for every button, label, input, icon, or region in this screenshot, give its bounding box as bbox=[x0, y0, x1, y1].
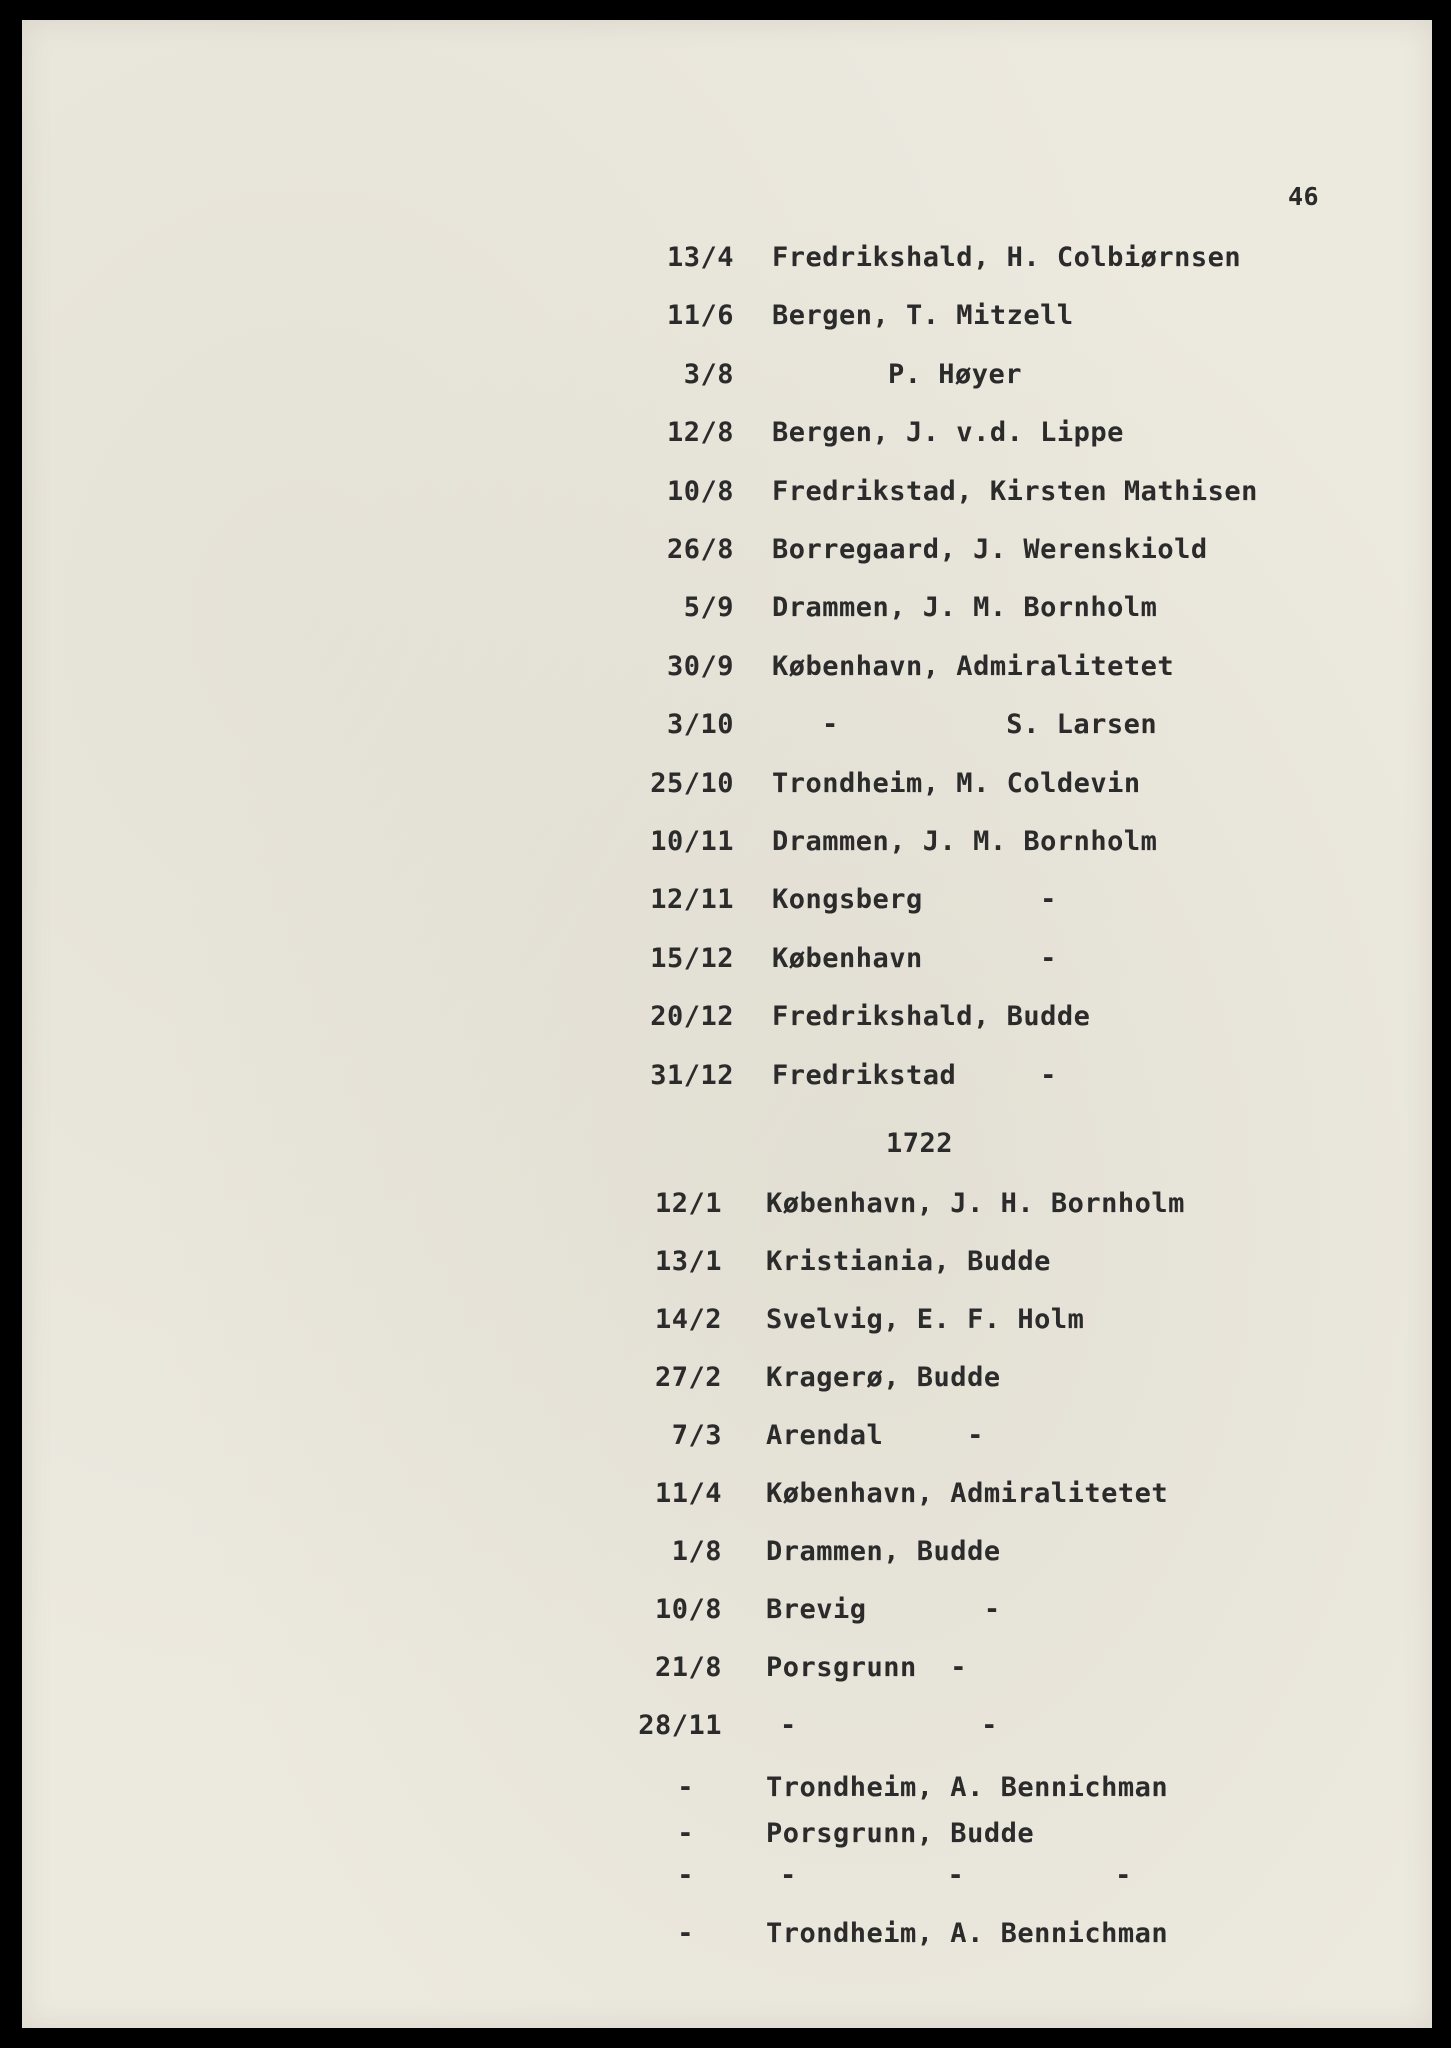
entry-date: 30/9 bbox=[666, 650, 734, 682]
entry-row bbox=[22, 651, 1451, 691]
entry-text: Trondheim, A. Bennichman bbox=[766, 1918, 1169, 1949]
entry-date: 31/12 bbox=[650, 1059, 734, 1091]
entry-text: Borregaard, J. Werenskiold bbox=[772, 534, 1208, 565]
entry-row bbox=[22, 943, 1451, 983]
entry-row bbox=[22, 359, 1451, 399]
entry-text: Trondheim, A. Bennichman bbox=[766, 1772, 1169, 1803]
entry-row bbox=[22, 476, 1451, 516]
entry-text: Drammen, J. M. Bornholm bbox=[772, 826, 1158, 857]
entry-row bbox=[22, 884, 1451, 924]
year-heading: 1722 bbox=[886, 1128, 954, 1159]
document-page bbox=[22, 20, 1432, 2028]
entry-text: - - bbox=[780, 1710, 998, 1741]
entry-date: 28/11 bbox=[638, 1710, 722, 1741]
entry-text: P. Høyer bbox=[888, 358, 1023, 390]
entry-text: Porsgrunn - bbox=[766, 1652, 968, 1683]
entry-date: 1/8 bbox=[671, 1536, 722, 1567]
entry-row bbox=[22, 592, 1451, 632]
entry-text: Arendal - bbox=[766, 1420, 984, 1451]
entry-date: 13/1 bbox=[654, 1246, 722, 1277]
entry-text: København - bbox=[772, 942, 1057, 974]
entry-date: - bbox=[677, 1818, 694, 1849]
entry-row bbox=[22, 1478, 1451, 1518]
entry-row bbox=[22, 534, 1451, 574]
entry-row bbox=[22, 300, 1451, 340]
entry-text: København, Admiralitetet bbox=[772, 650, 1175, 682]
entry-date: - bbox=[677, 1860, 694, 1891]
entry-text: - S. Larsen bbox=[822, 709, 1158, 741]
entry-row bbox=[22, 826, 1451, 866]
entry-text: Fredrikstad, Kirsten Mathisen bbox=[772, 475, 1258, 507]
entry-date: 14/2 bbox=[654, 1304, 722, 1335]
entry-row bbox=[22, 768, 1451, 808]
page-number: 46 bbox=[1288, 182, 1320, 211]
entry-text: Brevig - bbox=[766, 1594, 1001, 1625]
entry-date: 21/8 bbox=[654, 1652, 722, 1683]
entry-row bbox=[22, 1594, 1451, 1634]
entry-date: 11/6 bbox=[666, 300, 734, 332]
entry-row bbox=[22, 1860, 1451, 1900]
entry-date: 27/2 bbox=[654, 1362, 722, 1393]
entry-date: 20/12 bbox=[650, 1001, 734, 1033]
entry-text: Drammen, Budde bbox=[766, 1536, 1001, 1567]
entry-text: Fredrikstad - bbox=[772, 1059, 1057, 1091]
entry-text: Bergen, T. Mitzell bbox=[772, 300, 1074, 332]
entry-date: 12/8 bbox=[666, 417, 734, 449]
entry-row bbox=[22, 1652, 1451, 1692]
entry-text: København, J. H. Bornholm bbox=[766, 1188, 1185, 1219]
entry-text: - - - bbox=[780, 1860, 1132, 1891]
entry-row bbox=[22, 417, 1451, 457]
entry-text: Svelvig, E. F. Holm bbox=[766, 1304, 1085, 1335]
entry-row bbox=[22, 1918, 1451, 1958]
entry-row bbox=[22, 1710, 1451, 1750]
entry-text: Fredrikshald, H. Colbiørnsen bbox=[772, 242, 1242, 273]
entry-date: 25/10 bbox=[650, 767, 734, 799]
entry-row bbox=[22, 1246, 1451, 1286]
entry-date: - bbox=[677, 1772, 694, 1803]
entry-date: 10/8 bbox=[654, 1594, 722, 1625]
entry-text: Bergen, J. v.d. Lippe bbox=[772, 417, 1124, 449]
entry-row bbox=[22, 1188, 1451, 1228]
entry-date: 10/8 bbox=[666, 475, 734, 507]
entry-date: 5/9 bbox=[683, 592, 734, 624]
entry-row bbox=[22, 1001, 1451, 1041]
entry-date: 3/10 bbox=[666, 709, 734, 741]
entry-row bbox=[22, 1772, 1451, 1812]
entry-text: Kragerø, Budde bbox=[766, 1362, 1001, 1393]
entry-date: 12/11 bbox=[650, 884, 734, 916]
entry-text: Trondheim, M. Coldevin bbox=[772, 767, 1141, 799]
entry-row bbox=[22, 1536, 1451, 1576]
entry-date: 15/12 bbox=[650, 942, 734, 974]
entry-text: Porsgrunn, Budde bbox=[766, 1818, 1035, 1849]
entry-date: - bbox=[677, 1918, 694, 1949]
entry-date: 12/1 bbox=[654, 1188, 722, 1219]
entry-row bbox=[22, 1818, 1451, 1858]
entry-row bbox=[22, 1060, 1451, 1100]
entry-text: Fredrikshald, Budde bbox=[772, 1001, 1091, 1033]
entry-text: Kristiania, Budde bbox=[766, 1246, 1051, 1277]
entry-date: 26/8 bbox=[666, 534, 734, 565]
entry-row bbox=[22, 709, 1451, 749]
entry-date: 13/4 bbox=[666, 242, 734, 273]
entry-date: 3/8 bbox=[683, 358, 734, 390]
entry-row bbox=[22, 1304, 1451, 1344]
entry-text: Drammen, J. M. Bornholm bbox=[772, 592, 1158, 624]
entry-text: København, Admiralitetet bbox=[766, 1478, 1169, 1509]
entry-row bbox=[22, 1420, 1451, 1460]
entry-date: 11/4 bbox=[654, 1478, 722, 1509]
entry-date: 7/3 bbox=[671, 1420, 722, 1451]
entry-row bbox=[22, 1362, 1451, 1402]
entry-row bbox=[22, 242, 1451, 282]
entry-text: Kongsberg - bbox=[772, 884, 1057, 916]
entry-date: 10/11 bbox=[650, 826, 734, 857]
